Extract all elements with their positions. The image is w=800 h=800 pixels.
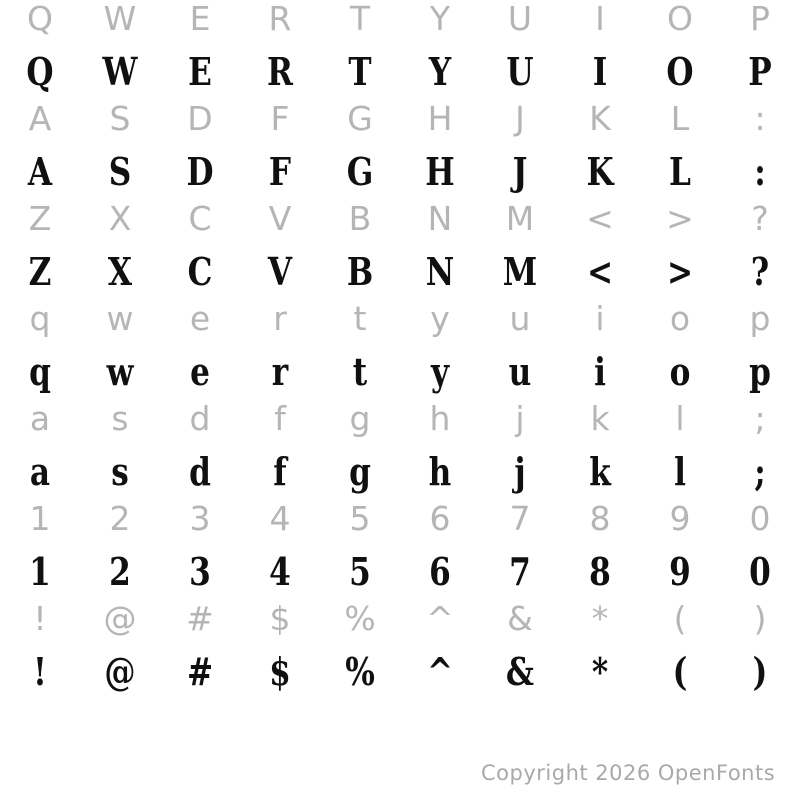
specimen-glyph: k: [589, 449, 611, 494]
specimen-glyph: (: [672, 649, 688, 694]
specimen-glyph: H: [425, 149, 455, 194]
preview-glyph: 9: [669, 499, 691, 538]
specimen-glyph: 0: [749, 549, 771, 594]
copyright-watermark: Copyright 2026 OpenFonts: [481, 761, 776, 785]
preview-glyph: :: [754, 99, 766, 138]
preview-row-symbols: [0, 599, 800, 638]
preview-glyph: Z: [28, 199, 52, 238]
preview-glyph: d: [189, 399, 211, 438]
specimen-glyph: 4: [269, 549, 291, 594]
preview-row-lowercase-asdfghjkl: [0, 399, 800, 438]
specimen-glyph: G: [346, 149, 374, 194]
specimen-glyph: %: [345, 649, 375, 694]
specimen-glyph: R: [267, 49, 293, 94]
specimen-glyph: U: [506, 49, 534, 94]
specimen-row-lowercase-asdfghjkl: [0, 449, 800, 494]
specimen-glyph: ;: [754, 449, 766, 494]
preview-row-uppercase-zxcvbnm: [0, 199, 800, 238]
preview-glyph: h: [429, 399, 451, 438]
specimen-glyph: u: [508, 349, 532, 394]
specimen-glyph: E: [188, 49, 212, 94]
preview-glyph: H: [427, 99, 453, 138]
specimen-glyph: P: [748, 49, 772, 94]
specimen-glyph: O: [666, 49, 694, 94]
specimen-glyph: 9: [669, 549, 691, 594]
specimen-glyph: 5: [349, 549, 371, 594]
preview-glyph: F: [270, 99, 290, 138]
specimen-glyph: w: [106, 349, 134, 394]
preview-row-uppercase-qwertyuiop: [0, 0, 800, 38]
specimen-row-uppercase-asdfghjkl: [0, 149, 800, 194]
specimen-glyph: y: [430, 349, 450, 394]
specimen-glyph: *: [591, 649, 609, 694]
preview-glyph: J: [515, 99, 525, 138]
preview-glyph: P: [750, 0, 770, 38]
specimen-glyph: C: [187, 249, 213, 294]
specimen-glyph: 3: [189, 549, 211, 594]
specimen-glyph: o: [669, 349, 691, 394]
specimen-glyph: Q: [26, 49, 54, 94]
preview-glyph: #: [186, 599, 214, 638]
preview-glyph: I: [595, 0, 605, 38]
preview-glyph: T: [349, 0, 371, 38]
preview-glyph: 1: [29, 499, 51, 538]
preview-glyph: (: [673, 599, 687, 638]
specimen-glyph: ): [752, 649, 768, 694]
specimen-glyph: &: [505, 649, 535, 694]
specimen-glyph: :: [754, 149, 766, 194]
preview-glyph: s: [111, 399, 129, 438]
preview-glyph: 3: [189, 499, 211, 538]
specimen-glyph: d: [189, 449, 211, 494]
specimen-glyph: s: [111, 449, 129, 494]
specimen-glyph: $: [269, 649, 291, 694]
specimen-glyph: #: [186, 649, 214, 694]
preview-glyph: L: [670, 99, 690, 138]
preview-glyph: 0: [749, 499, 771, 538]
specimen-glyph: Y: [428, 49, 452, 94]
preview-glyph: 6: [429, 499, 451, 538]
specimen-row-digits: [0, 549, 800, 594]
specimen-glyph: a: [29, 449, 51, 494]
preview-glyph: R: [268, 0, 292, 38]
specimen-glyph: W: [102, 49, 138, 94]
preview-glyph: G: [347, 99, 373, 138]
specimen-glyph: j: [514, 449, 526, 494]
specimen-row-uppercase-qwertyuiop: [0, 49, 800, 94]
preview-glyph: o: [669, 299, 691, 338]
preview-glyph: r: [273, 299, 287, 338]
specimen-glyph: e: [190, 349, 210, 394]
specimen-glyph: <: [586, 249, 614, 294]
preview-glyph: w: [106, 299, 134, 338]
preview-glyph: E: [189, 0, 211, 38]
specimen-glyph: D: [186, 149, 214, 194]
specimen-glyph: A: [27, 149, 53, 194]
specimen-glyph: h: [428, 449, 452, 494]
specimen-row-symbols: [0, 649, 800, 694]
preview-glyph: ?: [751, 199, 769, 238]
specimen-glyph: l: [674, 449, 686, 494]
preview-glyph: ): [753, 599, 767, 638]
specimen-glyph: M: [502, 249, 538, 294]
specimen-glyph: 8: [589, 549, 611, 594]
preview-glyph: >: [666, 199, 694, 238]
specimen-glyph: F: [268, 149, 292, 194]
preview-glyph: O: [667, 0, 693, 38]
preview-glyph: q: [29, 299, 51, 338]
preview-glyph: p: [749, 299, 771, 338]
preview-glyph: f: [274, 399, 286, 438]
specimen-row-uppercase-zxcvbnm: [0, 249, 800, 294]
specimen-glyph: 7: [509, 549, 531, 594]
preview-row-lowercase-qwertyuiop: [0, 299, 800, 338]
specimen-glyph: r: [271, 349, 289, 394]
specimen-glyph: 6: [429, 549, 451, 594]
preview-glyph: y: [430, 299, 450, 338]
specimen-glyph: ?: [750, 249, 770, 294]
preview-glyph: <: [586, 199, 614, 238]
preview-glyph: t: [353, 299, 367, 338]
preview-glyph: D: [187, 99, 213, 138]
preview-glyph: M: [505, 199, 535, 238]
preview-glyph: j: [515, 399, 525, 438]
specimen-glyph: q: [29, 349, 51, 394]
specimen-glyph: X: [107, 249, 133, 294]
preview-glyph: %: [344, 599, 376, 638]
preview-glyph: g: [349, 399, 371, 438]
specimen-glyph: t: [352, 349, 368, 394]
preview-glyph: S: [109, 99, 131, 138]
preview-glyph: U: [507, 0, 533, 38]
specimen-glyph: !: [33, 649, 47, 694]
preview-glyph: W: [103, 0, 137, 38]
preview-glyph: 7: [509, 499, 531, 538]
specimen-glyph: I: [592, 49, 608, 94]
specimen-glyph: g: [349, 449, 371, 494]
specimen-row-lowercase-qwertyuiop: [0, 349, 800, 394]
specimen-glyph: 1: [29, 549, 51, 594]
specimen-glyph: L: [669, 149, 691, 194]
preview-glyph: Q: [27, 0, 53, 38]
preview-glyph: 8: [589, 499, 611, 538]
preview-glyph: @: [103, 599, 137, 638]
preview-glyph: &: [507, 599, 533, 638]
preview-glyph: N: [427, 199, 453, 238]
specimen-glyph: Z: [28, 249, 52, 294]
preview-glyph: A: [28, 99, 52, 138]
preview-glyph: l: [675, 399, 685, 438]
specimen-glyph: K: [586, 149, 614, 194]
specimen-glyph: p: [749, 349, 771, 394]
specimen-glyph: J: [512, 149, 528, 194]
preview-glyph: ;: [754, 399, 766, 438]
specimen-glyph: T: [348, 49, 372, 94]
specimen-glyph: B: [346, 249, 374, 294]
specimen-glyph: i: [594, 349, 606, 394]
specimen-glyph: 2: [109, 549, 131, 594]
specimen-glyph: @: [104, 649, 136, 694]
preview-glyph: e: [189, 299, 211, 338]
preview-glyph: 5: [349, 499, 371, 538]
preview-glyph: i: [595, 299, 605, 338]
preview-glyph: Y: [429, 0, 451, 38]
preview-glyph: K: [589, 99, 611, 138]
specimen-glyph: f: [273, 449, 287, 494]
preview-glyph: 2: [109, 499, 131, 538]
preview-glyph: $: [269, 599, 291, 638]
specimen-glyph: S: [108, 149, 132, 194]
preview-glyph: ^: [426, 599, 454, 638]
specimen-glyph: ^: [426, 649, 454, 694]
preview-glyph: u: [509, 299, 531, 338]
preview-glyph: *: [591, 599, 609, 638]
specimen-glyph: N: [425, 249, 455, 294]
preview-glyph: B: [348, 199, 372, 238]
preview-glyph: !: [33, 599, 47, 638]
preview-glyph: V: [268, 199, 292, 238]
specimen-glyph: >: [666, 249, 694, 294]
preview-glyph: X: [108, 199, 132, 238]
preview-glyph: C: [188, 199, 212, 238]
specimen-glyph: V: [267, 249, 293, 294]
preview-glyph: k: [590, 399, 610, 438]
preview-glyph: 4: [269, 499, 291, 538]
preview-row-uppercase-asdfghjkl: [0, 99, 800, 138]
preview-row-digits: [0, 499, 800, 538]
preview-glyph: a: [29, 399, 51, 438]
